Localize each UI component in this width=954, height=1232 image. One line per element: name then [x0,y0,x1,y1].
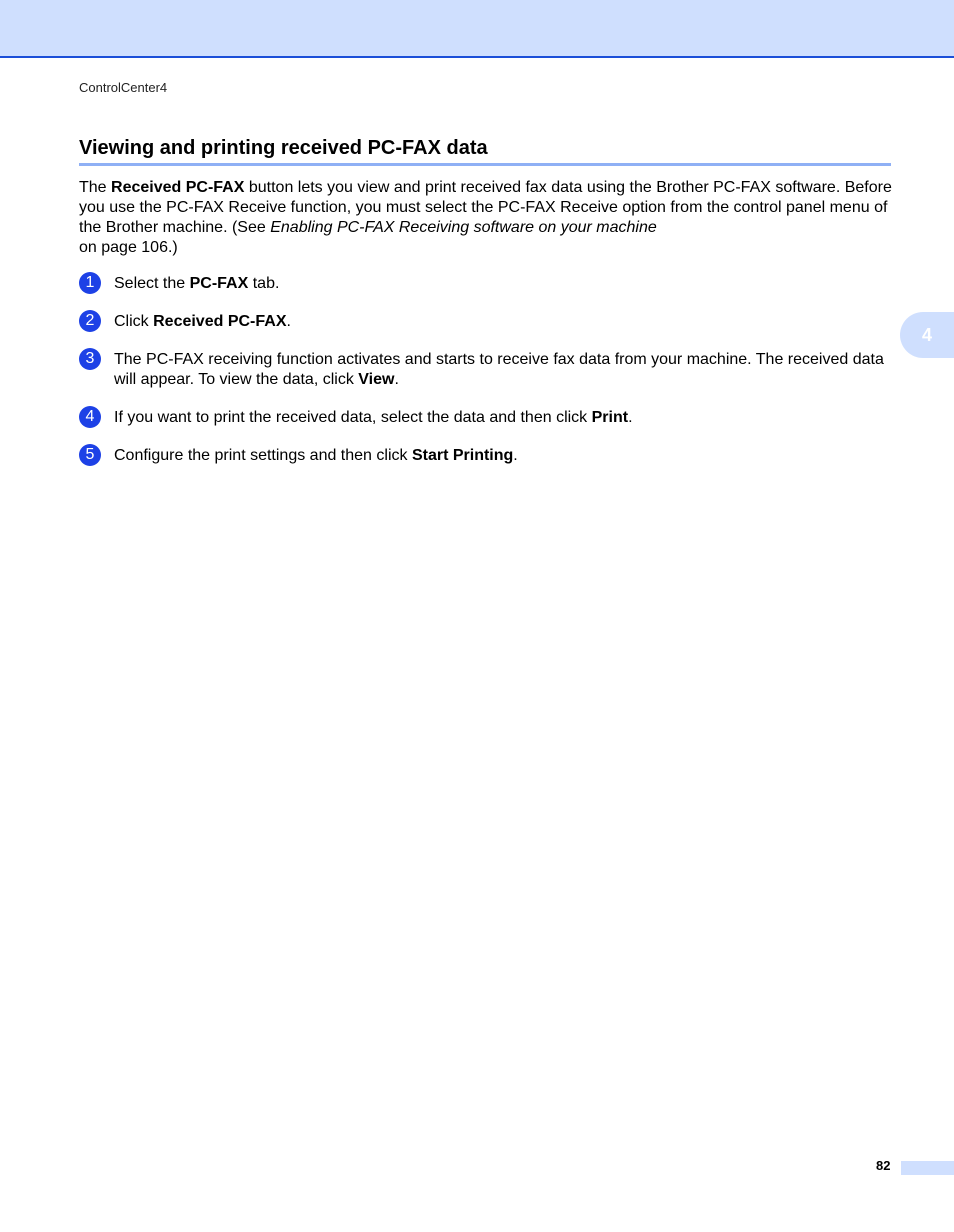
step-number-marker: 1 [79,272,101,294]
step-text-bold: View [358,371,395,388]
intro-text-1: The [79,179,112,196]
step-item-1 [79,272,894,294]
step-item-5 [79,444,894,466]
step-number-marker: 4 [79,406,101,428]
step-item-2 [79,310,894,332]
step-number-marker: 2 [79,310,101,332]
footer-tab [901,1161,954,1175]
section-title: Viewing and printing received PC-FAX data [79,135,891,166]
step-text-pre: Click [114,313,154,330]
step-text-post: . [513,447,518,464]
step-text-post: . [628,409,633,426]
intro-text-3: on page 106.) [79,239,178,256]
step-text-post: . [394,371,399,388]
chapter-tab [900,312,954,358]
step-text-bold: Received PC-FAX [153,313,287,330]
step-text [114,272,894,294]
step-text [114,310,894,332]
intro-reference: Enabling PC-FAX Receiving software on your machine [270,219,657,236]
step-text [114,406,894,428]
chapter-tab-label: 4 [922,325,933,345]
step-item-4 [79,406,894,428]
page-number: 82 [876,1158,891,1173]
step-text-post: tab. [248,275,280,292]
step-number-marker: 5 [79,444,101,466]
step-text [114,444,894,466]
running-head: ControlCenter4 [79,80,168,95]
step-text-bold: PC-FAX [189,275,249,292]
step-text-pre: Select the [114,275,190,292]
steps-list [79,272,894,482]
step-text-pre: If you want to print the received data, select the data and then click [114,409,592,426]
step-text-post: . [286,313,291,330]
step-text-bold: Print [591,409,629,426]
step-item-3 [79,348,894,390]
step-text-bold: Start Printing [411,447,514,464]
step-text-pre: The PC-FAX receiving function activates and starts to receive fax data from your machine. The received data will appear. To view the data, click [114,351,884,388]
step-text-pre: Configure the print settings and then click [114,447,412,464]
intro-button-name: Received PC-FAX [111,179,245,196]
intro-paragraph [79,178,894,258]
step-number-marker: 3 [79,348,101,370]
header-band [0,0,954,58]
step-text [114,348,894,390]
intro-text-2: button lets you view and print received fax data using the Brother PC-FAX software. Before you use the PC-FAX Receive function, you must select the PC-FAX Receive option from the control panel menu of the Brother machine. (See [79,179,892,236]
